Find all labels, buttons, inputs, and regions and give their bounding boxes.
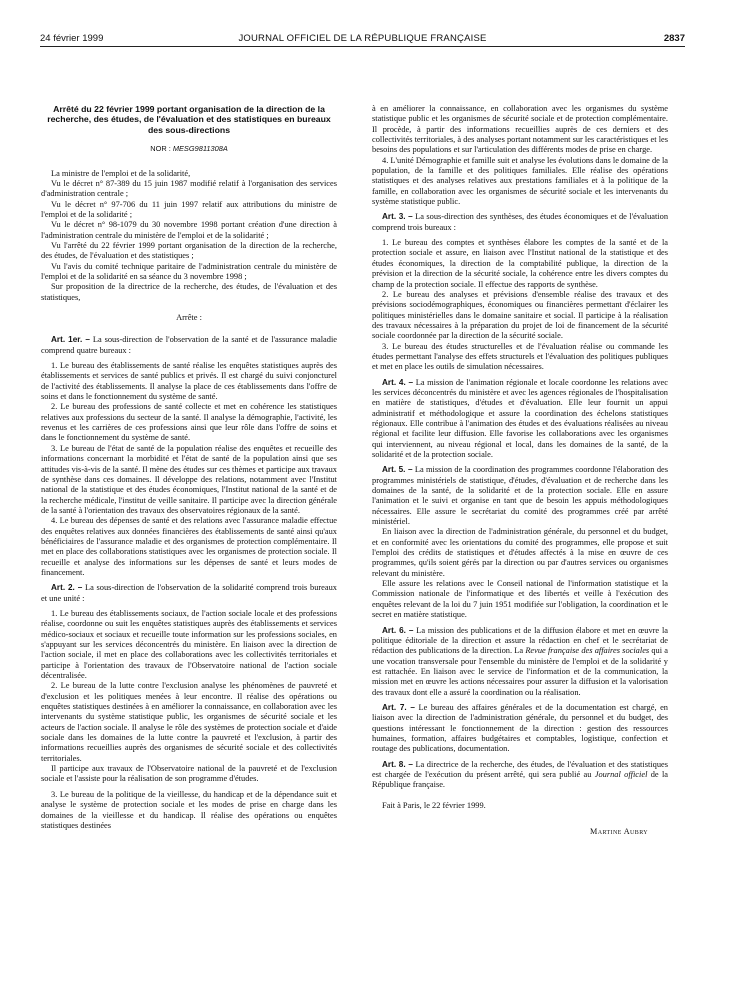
article-text: La sous-direction de l'observation de la solidarité comprend trois bureaux et une unité :: [41, 583, 337, 603]
nor-code: MESG9811308A: [172, 144, 228, 154]
preamble-line: Vu le décret n° 87-389 du 15 juin 1987 modifié relatif à l'organisation des services d'administration centrale ;: [41, 178, 337, 199]
unit-4-text: 4. L'unité Démographie et famille suit et analyse les évolutions dans le domaine de la population, de la famille et des politiques familiales. Elle réalise des opérations statistiques et des analyses relatives aux prestations familiales et à la politique de la famille, en collaboration avec les organismes de sécurité sociale et les intervenants du système statistique public.: [372, 155, 668, 207]
article-1-item: 3. Le bureau de l'état de santé de la population réalise des enquêtes et recueille des informations concernant la morbidité et l'état de santé de la population ainsi que ses attitudes vis-à-vis de la santé. Il mène des études sur ces thèmes et participe aux travaux de synthèse dans ces domaines. Il développe des relations, notamment avec l'Institut national de la statistique et des études économiques, l'Institut national de la santé et de la recherche médicale, l'institut de veille sanitaire. Il participe avec la direction générale de la santé à l'orientation des travaux des observatoires régionaux de la santé.: [41, 443, 337, 515]
article-text: La mission de la coordination des programmes coordonne l'élaboration des programmes ministériels de statistique, d'études, d'évaluation et de recherche dans les domaines de la santé, de la solidarité et de la protection sociale. Elle en assure l'animation et le suivi et organise en tant que de besoin les appuis méthodologiques nécessaires. Elle assure le secrétariat du comité des programmes créé par arrêté ministériel.: [372, 465, 668, 527]
article-3-item: 2. Le bureau des analyses et prévisions d'ensemble réalise des travaux et des prévisions sociodémographiques, économiques ou financières permettant d'éclairer les politiques ministérielles dans le domaine sanitaire et social. Il participe à la réalisation des travaux nécessaires à la préparation du projet de loi de financement de la sécurité sociale coordonnée par la direction de la sécurité sociale.: [372, 289, 668, 341]
article-1-intro: [41, 335, 337, 356]
article-1-item: 2. Le bureau des professions de santé collecte et met en cohérence les statistiques relatives aux professions du secteur de la santé. Il analyse la démographie, l'activité, les revenus et les carrières de ces professions ainsi que leur rôle dans l'offre de soins et dans le fonctionnement du système de santé.: [41, 402, 337, 443]
right-column: [372, 104, 668, 837]
journal-name: Journal officiel: [594, 769, 648, 779]
article-text: La sous-direction des synthèses, des études économiques et de l'évaluation comprend trois bureaux :: [372, 212, 669, 232]
article-7: [372, 703, 668, 755]
article-2-item: 3. Le bureau de la politique de la vieillesse, du handicap et de la dépendance suit et analyse le système de protection sociale et les modes de prise en charge dans les domaines de la vieillesse et du handicap. Il réalise des opérations ou enquêtes statistiques destinées: [41, 789, 337, 830]
article-3-item: 1. Le bureau des comptes et synthèses élabore les comptes de la santé et de la protection sociale et assure, en liaison avec l'Institut national de la statistique et des études économiques, la direction de la comptabilité publique, la direction de la prévision et la direction de la sécurité sociale, la cohérence entre les divers comptes du champ de la protection sociale. Il effectue des rapports de synthèse.: [372, 238, 668, 289]
article-label: Art. 6. –: [382, 625, 414, 635]
preamble-line: Vu le décret n° 97-706 du 11 juin 1997 relatif aux attributions du ministre de l'emploi et de la solidarité ;: [41, 199, 337, 219]
preamble-line: Vu l'arrêté du 22 février 1999 portant organisation de la direction de la recherche, des études, de l'évaluation et des statistiques ;: [41, 240, 337, 261]
signatory-name: Martine Aubry: [590, 827, 648, 836]
preamble-line: Vu l'avis du comité technique paritaire de l'administration centrale du ministère de l'emploi et de la solidarité en sa séance du 3 novembre 1998 ;: [41, 261, 337, 281]
header-journal-title: JOURNAL OFFICIEL DE LA RÉPUBLIQUE FRANÇAISE: [238, 33, 487, 44]
signature-date: Fait à Paris, le 22 février 1999.: [382, 800, 486, 810]
header-date: 24 février 1999: [40, 33, 104, 44]
publication-title: Revue française des affaires sociales: [525, 646, 650, 656]
article-3-item: 3. Le bureau des études structurelles et de l'évaluation réalise ou commande les études permettant l'analyse des effets structurels et l'évaluation des politiques publiques et met en place les outils de simulation nécessaires.: [372, 341, 668, 372]
article-text: La mission des publications et de la diffusion élabore et met en œuvre la politique éditoriale de la direction et assure la rédaction en chef et le secrétariat de rédaction des publications de la direction. La: [372, 625, 668, 656]
article-label: Art. 1er. –: [51, 335, 90, 345]
continuation-text: à en améliorer la connaissance, en collaboration avec les organismes du système statistique public et les organismes de sécurité sociale et de protection complémentaire. Il procède, à partir des informations recueillies auprès de ces derniers et des collectivités territoriales, à des analyses portant notamment sur les caractéristiques et les besoins des populations et sur l'articulation des différents modes de prise en charge.: [372, 104, 668, 155]
article-8: [372, 760, 668, 791]
article-label: Art. 7. –: [382, 702, 415, 712]
header-page-number: 2837: [663, 33, 685, 44]
article-1-item: 1. Le bureau des établissements de santé réalise les enquêtes statistiques auprès des établissements et services de santé publics et privés. Il est chargé du suivi conjoncturel de l'activité des établissements. Il analyse la place de ces établissements dans l'offre de soins et dans le fonctionnement du système de santé.: [41, 361, 337, 402]
header-rule: [40, 46, 685, 47]
article-2-item: 2. Le bureau de la lutte contre l'exclusion analyse les phénomènes de pauvreté et d'exclusion et les politiques menées à leur encontre. Il réalise des opérations ou enquêtes statistiques destinées à en améliorer la connaissance, en collaboration avec les intervenants du système statistique public, les organismes de sécurité sociale et les acteurs de l'action sociale. Il analyse le rôle des systèmes de protection sociale et d'aide sociale dans les domaines de la lutte contre la pauvreté et l'exclusion, à partir des informations recueillies auprès des organismes de sécurité sociale et des collectivités territoriales.: [41, 681, 337, 763]
left-column: [41, 104, 337, 831]
article-label: Art. 5. –: [382, 465, 413, 475]
article-text: La directrice de la recherche, des études, de l'évaluation et des statistiques est chargée de l'exécution du présent arrêté, qui sera publié au: [372, 759, 668, 779]
article-5-paragraph: Elle assure les relations avec le Conseil national de l'information statistique et la Commission nationale de l'informatique et des libertés et veille à l'exécution des enquêtes relevant de la loi du 7 juin 1951 modifiée sur l'obligation, la coordination et le secret en matière statistique.: [372, 579, 668, 620]
nor-label: NOR :: [150, 144, 173, 154]
arrete-heading: Arrête :: [176, 313, 202, 323]
article-3-intro: [372, 212, 668, 233]
page-header: [40, 33, 685, 47]
article-label: Art. 8. –: [382, 759, 413, 769]
article-4: [372, 378, 668, 461]
article-1-item: 4. Le bureau des dépenses de santé et des relations avec l'assurance maladie effectue des enquêtes relatives aux données financières des établissements de santé ainsi qu'aux bénéficiaires de l'assurance maladie et des organismes de protection complémentaire. Il met en place des collaborations statistiques avec les organismes de protection sociale. Il recueille et analyse des informations sur les dépenses de santé et leurs modes de financement.: [41, 516, 337, 577]
preamble-line: Sur proposition de la directrice de la recherche, des études, de l'évaluation et des statistiques,: [41, 282, 337, 302]
article-text: qui a une vocation transversale pour l'ensemble du ministère de l'emploi et de la solidarité y est rattachée. En liaison avec le service de l'information et de la communication, la mission met en œuvre les actions nécessaires pour assurer la diffusion et la valorisation des travaux dont elle a assuré la coordination ou la réalisation.: [372, 646, 668, 697]
preamble-line: Vu le décret n° 98-1079 du 30 novembre 1998 portant création d'une direction à l'administration centrale du ministère de l'emploi et de la solidarité ;: [41, 220, 337, 240]
article-6: [372, 626, 668, 698]
article-text: La sous-direction de l'observation de la santé et de l'assurance maladie comprend quatre bureaux :: [41, 335, 337, 355]
article-text: Le bureau des affaires générales et de la documentation est chargé, en liaison avec la direction de l'administration générale, du personnel et du budget, des questions intéressant le fonctionnement de la direction : gestion des ressources humaines, formation, affaires budgétaires et comptables, logistique, confection et routage des publications, documentation.: [372, 702, 668, 754]
article-text: de la République française.: [372, 769, 669, 790]
article-text: La mission de l'animation régionale et locale coordonne les relations avec les services déconcentrés du ministère et avec les agences régionales de l'hospitalisation en matière de statistiques, d'études et d'évaluation. Elle leur fournit un appui administratif et méthodologique et assure la coordination des échelons statistiques régionaux. Elle contribue à l'animation des études et des évaluations réalisées au niveau régional et facilite leur diffusion. Elle favorise les collaborations avec les organismes qui interviennent, au niveau régional et local, dans les domaines de la santé, de la solidarité et de la protection sociale.: [372, 377, 668, 459]
document-title: Arrêté du 22 février 1999 portant organisation de la direction de la recherche, des études, de l'évaluation et des statistiques en bureaux des sous-directions: [47, 104, 331, 135]
article-2-item: Il participe aux travaux de l'Observatoire national de la pauvreté et de l'exclusion sociale et l'assiste pour la réalisation de son programme d'études.: [41, 764, 337, 784]
article-5-paragraph: En liaison avec la direction de l'administration générale, du personnel et du budget, et en conformité avec les orientations du comité des programmes, elle propose et suit l'emploi des crédits de statistiques et d'études affectés à la mise en œuvre de ces programmes, qu'ils soient gérés par la direction ou par d'autres services ou organismes relevant du ministère.: [372, 527, 668, 578]
preamble-line: La ministre de l'emploi et de la solidarité,: [51, 168, 191, 178]
article-5: [372, 465, 668, 527]
article-label: Art. 2. –: [51, 583, 83, 593]
article-label: Art. 4. –: [382, 377, 414, 387]
article-label: Art. 3. –: [382, 212, 413, 222]
nor-reference: [41, 144, 337, 154]
article-2-intro: [41, 583, 337, 604]
article-2-item: 1. Le bureau des établissements sociaux, de l'action sociale locale et des professions réalise, coordonne ou suit les enquêtes statistiques auprès des établissements et services médico-sociaux et sociaux et recueille toute information sur les professions sociales, en s'appuyant sur les services déconcentrés du ministère. En liaison avec la direction de l'action sociale, il met en place des collaborations avec les collectivités territoriales et participe à l'orientation des travaux de l'Observatoire national de l'action sociale décentralisée.: [41, 608, 337, 681]
